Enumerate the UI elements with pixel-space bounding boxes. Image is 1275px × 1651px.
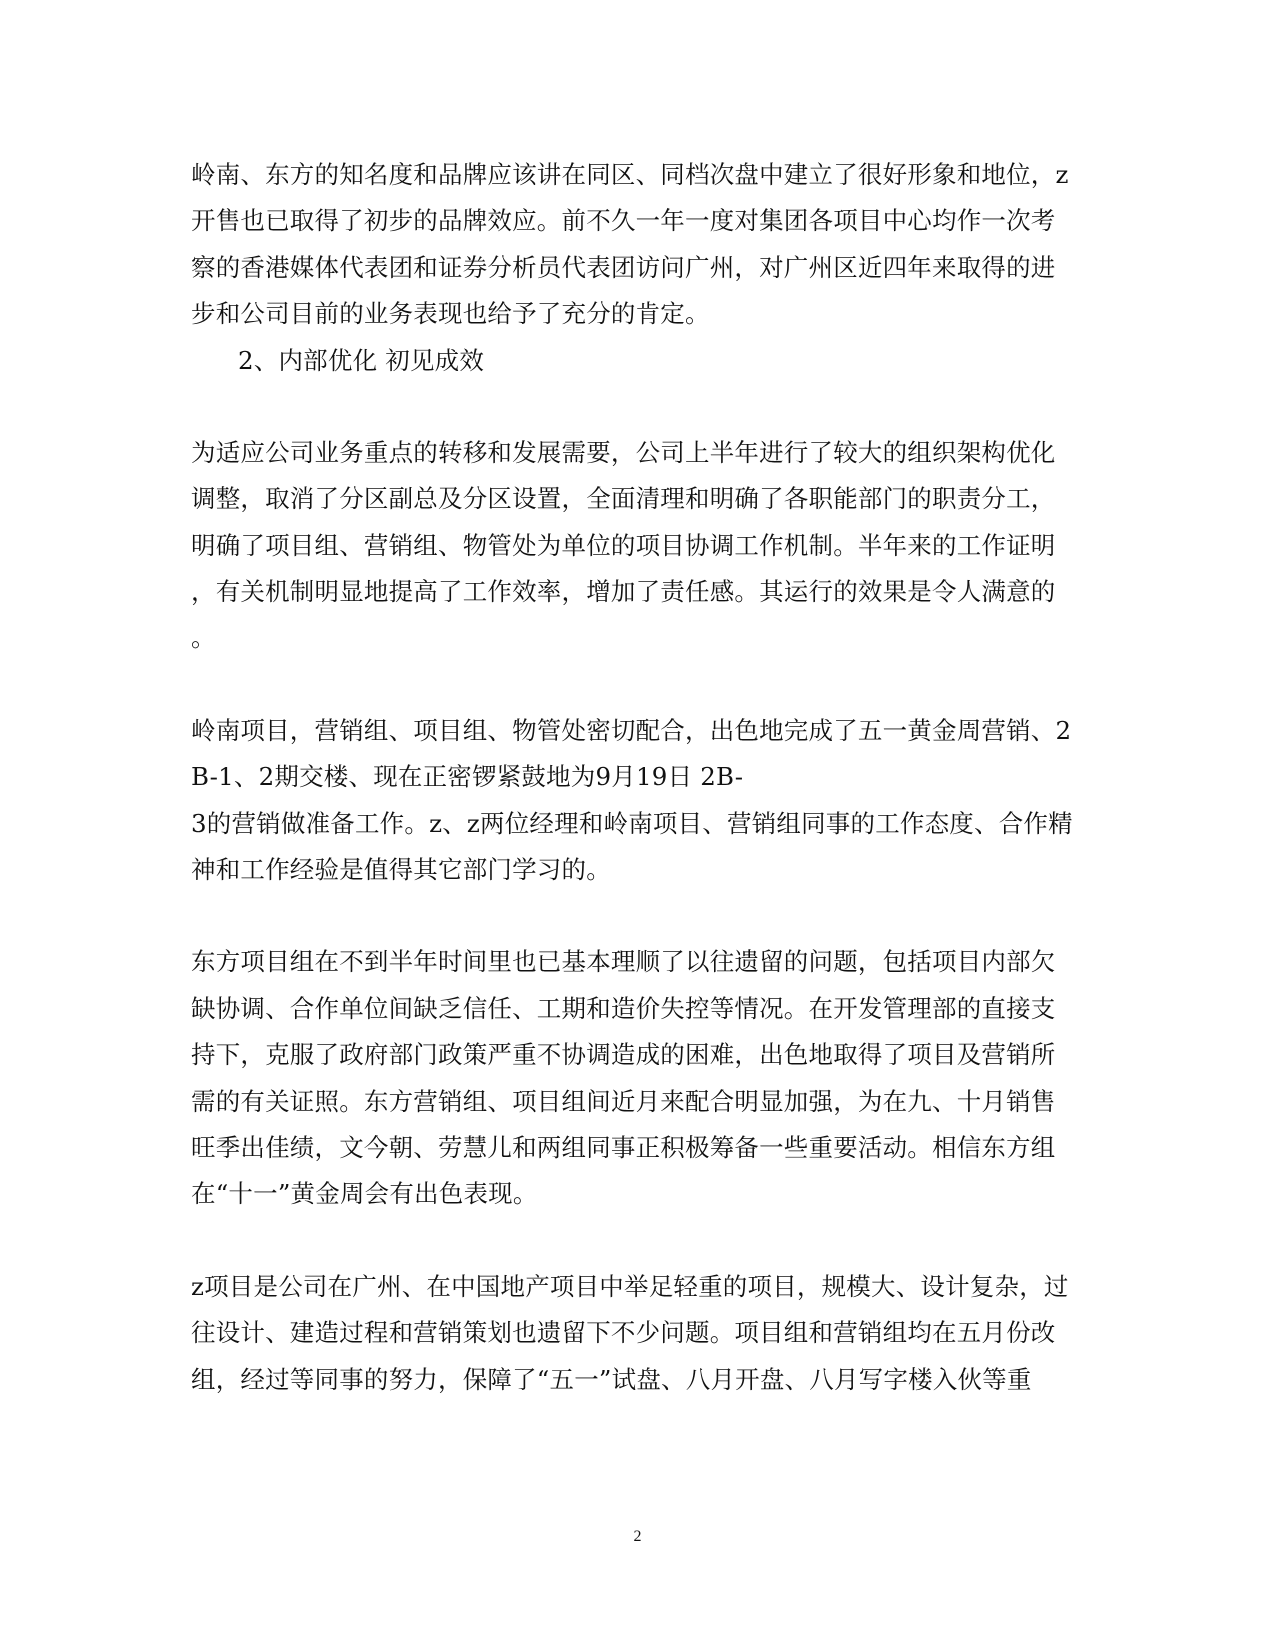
text-line: 在“十一”黄金周会有出色表现。 <box>191 1179 538 1208</box>
text-line: 东方项目组在不到半年时间里也已基本理顺了以往遗留的问题，包括项目内部欠 <box>191 947 1056 976</box>
text-line: 旺季出佳绩，文今朝、劳慧儿和两组同事正积极筹备一些重要活动。相信东方组 <box>191 1133 1056 1162</box>
text-line: z项目是公司在广州、在中国地产项目中举足轻重的项目，规模大、设计复杂，过 <box>191 1272 1069 1301</box>
text-line: 为适应公司业务重点的转移和发展需要，公司上半年进行了较大的组织架构优化 <box>191 438 1056 467</box>
text-line: 岭南项目，营销组、项目组、物管处密切配合，出色地完成了五一黄金周营销、2 <box>191 716 1072 745</box>
text-line: 神和工作经验是值得其它部门学习的。 <box>191 855 611 884</box>
text-line: 3的营销做准备工作。z、z两位经理和岭南项目、营销组同事的工作态度、合作精 <box>191 809 1073 838</box>
text-line: ，有关机制明显地提高了工作效率，增加了责任感。其运行的效果是令人满意的 <box>191 577 1056 606</box>
text-line: 明确了项目组、营销组、物管处为单位的项目协调工作机制。半年来的工作证明 <box>191 531 1056 560</box>
text-line: 持下，克服了政府部门政策严重不协调造成的困难，出色地取得了项目及营销所 <box>191 1040 1056 1069</box>
text-line: 调整，取消了分区副总及分区设置，全面清理和明确了各职能部门的职责分工， <box>191 484 1056 513</box>
page-number: 2 <box>633 1528 642 1545</box>
text-line: 组，经过等同事的努力，保障了“五一”试盘、八月开盘、八月写字楼入伙等重 <box>191 1365 1032 1394</box>
text-line: 开售也已取得了初步的品牌效应。前不久一年一度对集团各项目中心均作一次考 <box>191 206 1056 235</box>
text-line: B-1、2期交楼、现在正密锣紧鼓地为9月19日 2B- <box>191 762 744 791</box>
section-heading: 2、内部优化 初见成效 <box>238 346 485 375</box>
text-line: 往设计、建造过程和营销策划也遗留下不少问题。项目组和营销组均在五月份改 <box>191 1318 1056 1347</box>
text-line: 岭南、东方的知名度和品牌应该讲在同区、同档次盘中建立了很好形象和地位，z <box>191 160 1069 189</box>
text-line: 缺协调、合作单位间缺乏信任、工期和造价失控等情况。在开发管理部的直接支 <box>191 994 1056 1023</box>
text-line: 步和公司目前的业务表现也给予了充分的肯定。 <box>191 299 710 328</box>
text-line: 需的有关证照。东方营销组、项目组间近月来配合明显加强，为在九、十月销售 <box>191 1087 1056 1116</box>
text-line: 察的香港媒体代表团和证券分析员代表团访问广州，对广州区近四年来取得的进 <box>191 253 1056 282</box>
text-line: 。 <box>191 623 216 652</box>
